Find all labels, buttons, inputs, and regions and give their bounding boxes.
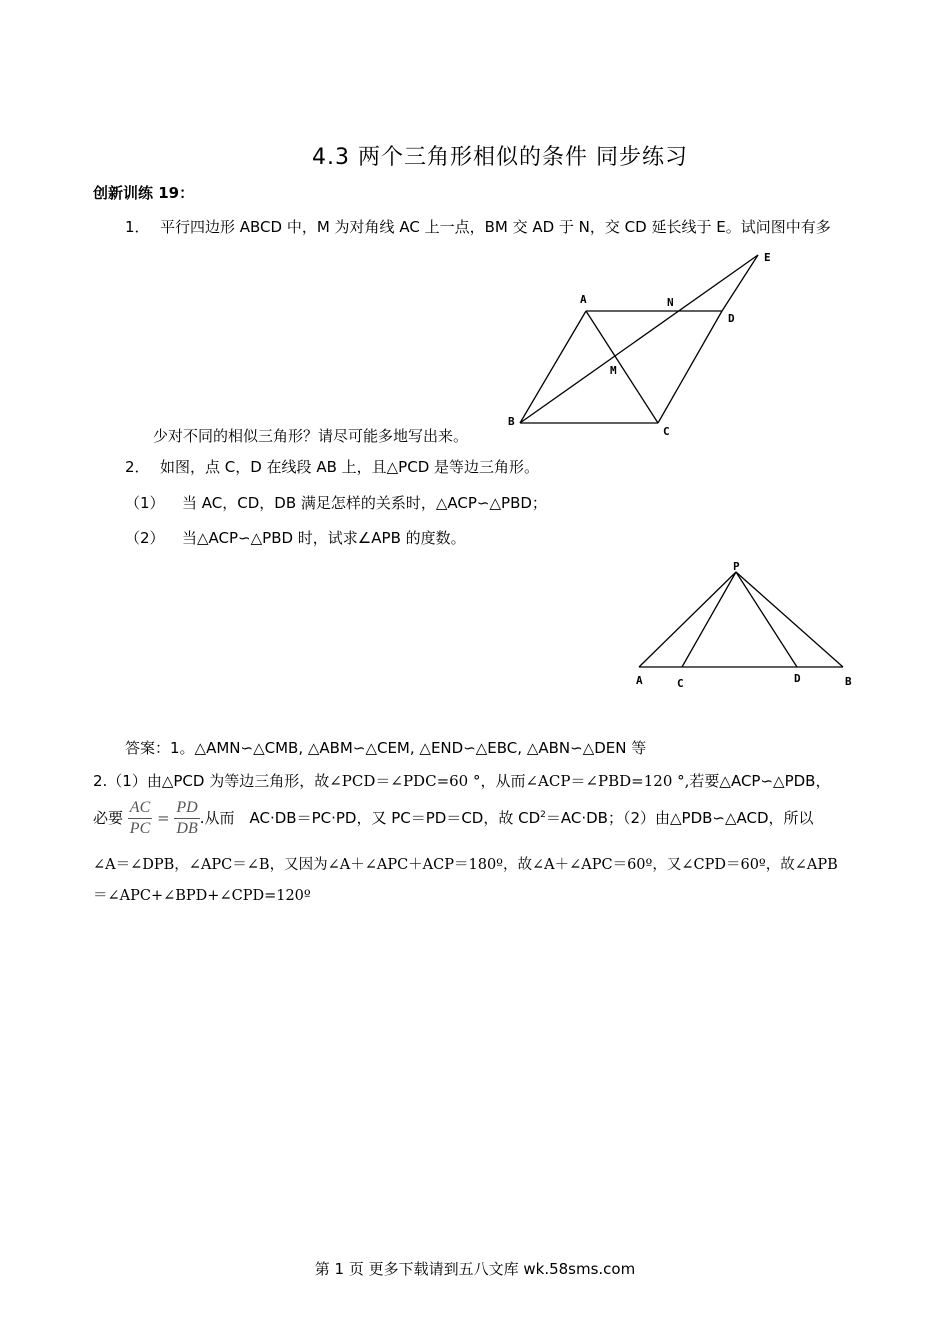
triangle-figure	[625, 560, 865, 695]
fraction-1-numerator: AC	[128, 798, 152, 819]
label-A: A	[636, 674, 643, 687]
label-E: E	[764, 251, 771, 264]
answer-2-line-1-part-c: 若要△ACP∽△PDB，	[689, 772, 831, 790]
segment-PB	[736, 572, 843, 667]
q1-text-continued: 少对不同的相似三角形？请尽可能多地写出来。	[153, 427, 469, 445]
fraction-ac-over-pc	[128, 798, 152, 839]
label-N: N	[667, 296, 674, 309]
label-D: D	[794, 672, 801, 685]
q2-sub1-text: 当 AC，CD，DB 满足怎样的关系时，△ACP∽△PBD；	[182, 494, 547, 512]
equals-sign: =	[157, 809, 170, 827]
q2-text: 如图，点 C，D 在线段 AB 上，且△PCD 是等边三角形。	[160, 458, 540, 476]
label-M: M	[610, 364, 617, 377]
segment-BE	[520, 255, 758, 423]
answer-2-line-1-part-a: 2.（1）由△PCD 为等边三角形，故	[93, 772, 330, 790]
answer-2-line-2	[93, 798, 814, 839]
segment-PC	[682, 572, 736, 667]
answer-2-line-2-part-b: .从而 AC·DB＝PC·PD，又 PC＝PD＝CD，故 CD	[199, 809, 541, 827]
q2-number: 2．	[125, 458, 150, 476]
page-title: 4.3 两个三角形相似的条件 同步练习	[312, 145, 688, 170]
fraction-2-numerator: PD	[174, 798, 199, 819]
parallelogram-figure	[500, 245, 790, 440]
answer-2-line-2-part-c: ＝AC·DB；（2）由△PDB∽△ACD，所以	[545, 809, 814, 827]
segment-AC	[586, 311, 658, 423]
page-footer: 第 1 页 更多下载请到五八文库 wk.58sms.com	[314, 1260, 636, 1278]
q1-number: 1．	[125, 218, 150, 236]
fraction-1-denominator: PC	[129, 820, 151, 837]
answer-2-line-3: ∠A＝∠DPB，∠APC＝∠B，又因为∠A＋∠APC＋ACP＝180º，故∠A＋∠APC＝60º，又∠CPD＝60º，故∠APB	[93, 857, 838, 873]
fraction-2-denominator: DB	[176, 820, 198, 837]
answer-2-line-4: ＝∠APC+∠BPD+∠CPD=120º	[93, 888, 311, 904]
q2-sub2-number: （2）	[125, 529, 165, 547]
answer-2-line-1-part-b: ∠PCD＝∠PDC=60 °，从而∠ACP＝∠PBD=120 °,	[329, 772, 690, 790]
q2-sub2-text: 当△ACP∽△PBD 时，试求∠APB 的度数。	[182, 529, 466, 547]
section-heading: 创新训练 19：	[93, 184, 195, 202]
label-A: A	[580, 293, 587, 306]
label-D: D	[728, 312, 735, 325]
q1-text: 平行四边形 ABCD 中，M 为对角线 AC 上一点，BM 交 AD 于 N，交 CD 延长线于 E。试问图中有多	[160, 218, 831, 236]
label-C: C	[677, 677, 684, 690]
fraction-pd-over-db	[174, 798, 199, 839]
segment-BA	[520, 311, 586, 423]
segment-PD	[736, 572, 797, 667]
q2-sub1-number: （1）	[125, 494, 165, 512]
answer-2-line-1	[93, 770, 830, 791]
label-C: C	[663, 425, 670, 438]
label-P: P	[733, 560, 740, 573]
superscript-2: 2	[540, 810, 546, 820]
answer-2-line-2-part-a: 必要	[93, 809, 124, 827]
segment-PA	[639, 572, 736, 667]
segment-DE	[722, 255, 758, 311]
answer-1: 答案：1。△AMN∽△CMB, △ABM∽△CEM, △END∽△EBC, △ABN∽△DEN 等	[125, 739, 647, 757]
label-B: B	[508, 415, 515, 428]
segment-DC	[658, 311, 722, 423]
label-B: B	[845, 675, 852, 688]
